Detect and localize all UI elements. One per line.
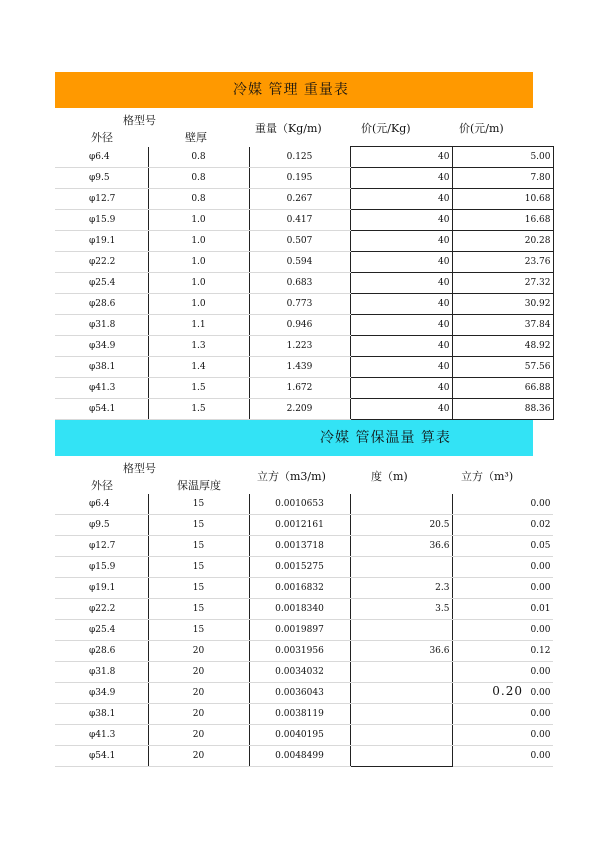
volume-per-m-cell[interactable]: 0.0031956 <box>249 641 350 662</box>
price-per-m-cell[interactable]: 27.32 <box>452 273 553 294</box>
length-cell[interactable]: 36.6 <box>350 641 452 662</box>
price-per-kg-cell[interactable]: 40 <box>350 189 452 210</box>
weight-table-title: 冷媒 管理 重量表 <box>233 82 349 98</box>
outer-diameter-cell[interactable]: φ38.1 <box>55 704 148 725</box>
outer-diameter-cell[interactable]: φ22.2 <box>55 252 148 273</box>
price-per-m-cell[interactable]: 48.92 <box>452 336 553 357</box>
volume-per-m-cell[interactable]: 0.0038119 <box>249 704 350 725</box>
outer-diameter-header: 外径 <box>91 131 113 144</box>
price-per-kg-cell[interactable]: 40 <box>350 378 452 399</box>
weight-header: 重量（Kg/m) <box>255 122 322 135</box>
volume-per-m-cell[interactable]: 0.0036043 <box>249 683 350 704</box>
price-per-kg-cell[interactable]: 40 <box>350 357 452 378</box>
outer-diameter-cell[interactable]: φ34.9 <box>55 336 148 357</box>
table-row <box>55 599 553 620</box>
outer-diameter-cell[interactable]: φ38.1 <box>55 357 148 378</box>
wall-thickness-cell[interactable]: 1.5 <box>148 399 249 420</box>
insulation-thickness-cell[interactable]: 15 <box>148 599 249 620</box>
spec-header: 格型号 <box>123 114 156 127</box>
insulation-thickness-cell[interactable]: 20 <box>148 725 249 746</box>
outer-diameter-cell[interactable]: φ41.3 <box>55 378 148 399</box>
volume-cell[interactable]: 0.00 <box>452 494 553 515</box>
volume-cell[interactable]: 0.00 <box>452 704 553 725</box>
insulation-thickness-cell[interactable]: 20 <box>148 662 249 683</box>
outer-diameter-cell[interactable]: φ19.1 <box>55 231 148 252</box>
wall-thickness-cell[interactable]: 1.0 <box>148 210 249 231</box>
weight-cell[interactable]: 1.439 <box>249 357 350 378</box>
price-per-kg-cell[interactable]: 40 <box>350 168 452 189</box>
table-row <box>55 725 553 746</box>
volume-cell[interactable]: 0.00 <box>452 557 553 578</box>
wall-thickness-cell[interactable]: 1.4 <box>148 357 249 378</box>
outer-diameter-cell[interactable]: φ25.4 <box>55 273 148 294</box>
outer-diameter-cell[interactable]: φ34.9 <box>55 683 148 704</box>
volume-header: 立方（m³) <box>461 470 514 483</box>
price-per-kg-cell[interactable]: 40 <box>350 231 452 252</box>
outer-diameter-cell[interactable]: φ54.1 <box>55 746 148 767</box>
outer-diameter-cell[interactable]: φ25.4 <box>55 620 148 641</box>
price-per-kg-cell[interactable]: 40 <box>350 315 452 336</box>
price-per-kg-cell[interactable]: 40 <box>350 294 452 315</box>
insulation-thickness-cell[interactable]: 20 <box>148 683 249 704</box>
price-per-kg-cell[interactable]: 40 <box>350 399 452 420</box>
outer-diameter-cell[interactable]: φ9.5 <box>55 515 148 536</box>
table-row <box>55 641 553 662</box>
outer-diameter-cell[interactable]: φ31.8 <box>55 662 148 683</box>
length-cell[interactable] <box>350 704 452 725</box>
table-row <box>55 294 553 315</box>
weight-cell[interactable]: 0.417 <box>249 210 350 231</box>
outer-diameter-cell[interactable]: φ28.6 <box>55 294 148 315</box>
volume-per-m-cell[interactable]: 0.0010653 <box>249 494 350 515</box>
outer-diameter-cell[interactable]: φ15.9 <box>55 557 148 578</box>
volume-total: 0.20 <box>492 684 523 698</box>
price-per-m-cell[interactable]: 66.88 <box>452 378 553 399</box>
length-cell[interactable]: 2.3 <box>350 578 452 599</box>
insulation-thickness-cell[interactable]: 20 <box>148 704 249 725</box>
insulation-thickness-cell[interactable]: 15 <box>148 578 249 599</box>
price-per-m-cell[interactable]: 5.00 <box>452 147 553 168</box>
length-cell[interactable] <box>350 746 452 767</box>
table-row <box>55 252 553 273</box>
spreadsheet <box>55 72 551 767</box>
outer-diameter-header-2: 外径 <box>91 479 113 492</box>
price-per-kg-cell[interactable]: 40 <box>350 336 452 357</box>
wall-thickness-cell[interactable]: 0.8 <box>148 147 249 168</box>
wall-thickness-cell[interactable]: 1.0 <box>148 231 249 252</box>
price-per-m-cell[interactable]: 57.56 <box>452 357 553 378</box>
table-row <box>55 662 553 683</box>
price-per-m-cell[interactable]: 23.76 <box>452 252 553 273</box>
insulation-thickness-cell[interactable]: 15 <box>148 494 249 515</box>
weight-table <box>55 146 554 420</box>
price-per-kg-cell[interactable]: 40 <box>350 252 452 273</box>
wall-thickness-cell[interactable]: 1.1 <box>148 315 249 336</box>
volume-cell[interactable]: 0.00 <box>452 683 553 704</box>
outer-diameter-cell[interactable]: φ41.3 <box>55 725 148 746</box>
volume-per-m-cell[interactable]: 0.0015275 <box>249 557 350 578</box>
table-row <box>55 683 553 704</box>
table-row <box>55 620 553 641</box>
length-cell[interactable] <box>350 683 452 704</box>
weight-cell[interactable]: 0.125 <box>249 147 350 168</box>
outer-diameter-cell[interactable]: φ6.4 <box>55 147 148 168</box>
insulation-table-banner <box>55 420 533 456</box>
table-row <box>55 704 553 725</box>
weight-cell[interactable]: 2.209 <box>249 399 350 420</box>
outer-diameter-cell[interactable]: φ6.4 <box>55 494 148 515</box>
volume-cell[interactable]: 0.00 <box>452 725 553 746</box>
outer-diameter-cell[interactable]: φ9.5 <box>55 168 148 189</box>
wall-thickness-cell[interactable]: 1.0 <box>148 252 249 273</box>
table-row <box>55 746 553 767</box>
volume-per-m-cell[interactable]: 0.0019897 <box>249 620 350 641</box>
spec-header-2: 格型号 <box>123 462 156 475</box>
weight-cell[interactable]: 0.507 <box>249 231 350 252</box>
length-cell[interactable]: 3.5 <box>350 599 452 620</box>
outer-diameter-cell[interactable]: φ28.6 <box>55 641 148 662</box>
outer-diameter-cell[interactable]: φ31.8 <box>55 315 148 336</box>
volume-cell[interactable]: 0.01 <box>452 599 553 620</box>
table-row <box>55 189 553 210</box>
table-row <box>55 399 553 420</box>
length-cell[interactable] <box>350 494 452 515</box>
wall-thickness-cell[interactable]: 1.0 <box>148 273 249 294</box>
weight-cell[interactable]: 1.672 <box>249 378 350 399</box>
outer-diameter-cell[interactable]: φ19.1 <box>55 578 148 599</box>
volume-per-m-cell[interactable]: 0.0018340 <box>249 599 350 620</box>
price-per-m-cell[interactable]: 37.84 <box>452 315 553 336</box>
length-cell[interactable] <box>350 662 452 683</box>
price-per-kg-header: 价(元/Kg) <box>361 122 411 135</box>
volume-per-m-cell[interactable]: 0.0034032 <box>249 662 350 683</box>
insulation-thickness-header: 保温厚度 <box>177 479 221 492</box>
volume-per-m-header: 立方（m3/m) <box>257 470 326 483</box>
volume-cell[interactable]: 0.02 <box>452 515 553 536</box>
volume-per-m-cell[interactable]: 0.0040195 <box>249 725 350 746</box>
price-per-m-cell[interactable]: 10.68 <box>452 189 553 210</box>
table-row <box>55 357 553 378</box>
weight-cell[interactable]: 0.195 <box>249 168 350 189</box>
wall-thickness-cell[interactable]: 1.0 <box>148 294 249 315</box>
volume-cell[interactable]: 0.00 <box>452 620 553 641</box>
wall-thickness-header: 壁厚 <box>185 131 207 144</box>
weight-cell[interactable]: 1.223 <box>249 336 350 357</box>
volume-per-m-cell[interactable]: 0.0013718 <box>249 536 350 557</box>
price-per-m-cell[interactable]: 7.80 <box>452 168 553 189</box>
volume-cell[interactable]: 0.00 <box>452 578 553 599</box>
wall-thickness-cell[interactable]: 1.5 <box>148 378 249 399</box>
volume-per-m-cell[interactable]: 0.0016832 <box>249 578 350 599</box>
weight-table-header <box>55 108 533 146</box>
insulation-table-title: 冷媒 管保温量 算表 <box>320 430 451 446</box>
table-row <box>55 557 553 578</box>
table-row <box>55 494 553 515</box>
weight-cell[interactable]: 0.594 <box>249 252 350 273</box>
insulation-table <box>55 494 553 767</box>
price-per-kg-cell[interactable]: 40 <box>350 147 452 168</box>
table-row <box>55 210 553 231</box>
table-row <box>55 336 553 357</box>
length-cell[interactable]: 20.5 <box>350 515 452 536</box>
wall-thickness-cell[interactable]: 0.8 <box>148 168 249 189</box>
outer-diameter-cell[interactable]: φ54.1 <box>55 399 148 420</box>
insulation-thickness-cell[interactable]: 15 <box>148 515 249 536</box>
volume-per-m-cell[interactable]: 0.0012161 <box>249 515 350 536</box>
price-per-m-cell[interactable]: 88.36 <box>452 399 553 420</box>
insulation-thickness-cell[interactable]: 15 <box>148 557 249 578</box>
volume-per-m-cell[interactable]: 0.0048499 <box>249 746 350 767</box>
table-row <box>55 231 553 252</box>
length-header: 度（m) <box>371 470 408 483</box>
table-row <box>55 515 553 536</box>
table-row <box>55 378 553 399</box>
price-per-m-cell[interactable]: 16.68 <box>452 210 553 231</box>
outer-diameter-cell[interactable]: φ12.7 <box>55 536 148 557</box>
volume-cell[interactable]: 0.05 <box>452 536 553 557</box>
table-row <box>55 536 553 557</box>
volume-cell[interactable]: 0.12 <box>452 641 553 662</box>
price-per-kg-cell[interactable]: 40 <box>350 210 452 231</box>
outer-diameter-cell[interactable]: φ22.2 <box>55 599 148 620</box>
insulation-thickness-cell[interactable]: 15 <box>148 536 249 557</box>
table-row <box>55 273 553 294</box>
volume-cell[interactable]: 0.00 <box>452 662 553 683</box>
price-per-m-cell[interactable]: 30.92 <box>452 294 553 315</box>
insulation-thickness-cell[interactable]: 15 <box>148 620 249 641</box>
length-cell[interactable] <box>350 725 452 746</box>
length-cell[interactable]: 36.6 <box>350 536 452 557</box>
table-row <box>55 147 553 168</box>
wall-thickness-cell[interactable]: 1.3 <box>148 336 249 357</box>
outer-diameter-cell[interactable]: φ12.7 <box>55 189 148 210</box>
price-per-kg-cell[interactable]: 40 <box>350 273 452 294</box>
weight-cell[interactable]: 0.773 <box>249 294 350 315</box>
table-row <box>55 315 553 336</box>
volume-cell[interactable]: 0.00 <box>452 746 553 767</box>
insulation-thickness-cell[interactable]: 20 <box>148 746 249 767</box>
insulation-table-header <box>55 456 533 494</box>
price-per-m-cell[interactable]: 20.28 <box>452 231 553 252</box>
length-cell[interactable] <box>350 557 452 578</box>
length-cell[interactable] <box>350 620 452 641</box>
outer-diameter-cell[interactable]: φ15.9 <box>55 210 148 231</box>
table-row <box>55 578 553 599</box>
weight-cell[interactable]: 0.683 <box>249 273 350 294</box>
weight-cell[interactable]: 0.946 <box>249 315 350 336</box>
insulation-thickness-cell[interactable]: 20 <box>148 641 249 662</box>
weight-table-banner <box>55 72 533 108</box>
price-per-m-header: 价(元/m) <box>459 122 504 135</box>
weight-cell[interactable]: 0.267 <box>249 189 350 210</box>
table-row <box>55 168 553 189</box>
wall-thickness-cell[interactable]: 0.8 <box>148 189 249 210</box>
